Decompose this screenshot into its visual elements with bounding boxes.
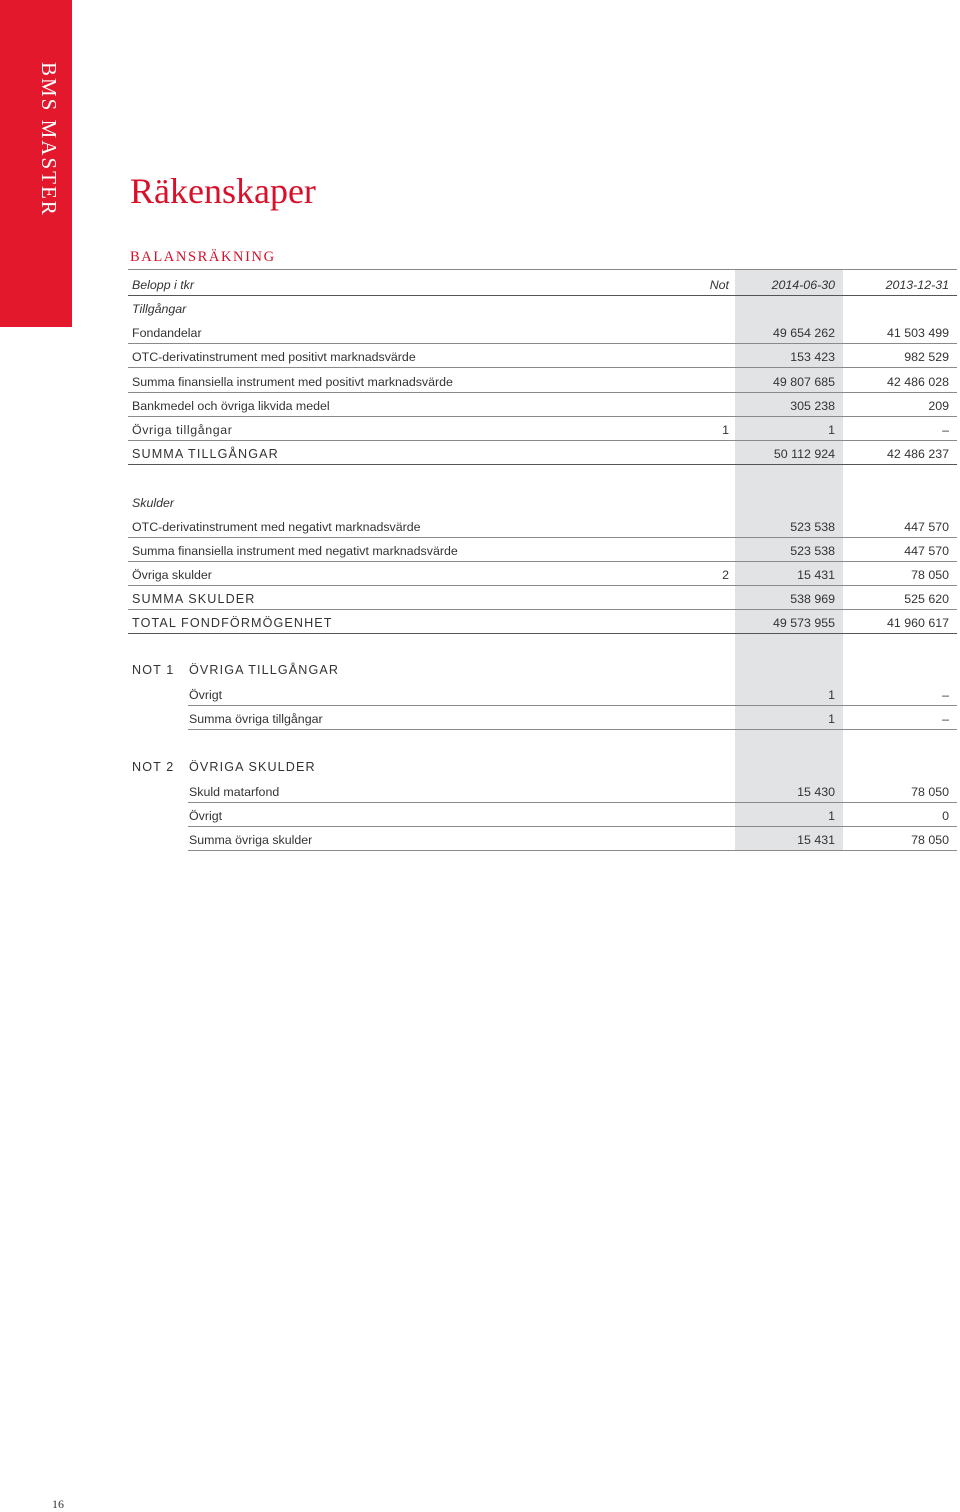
note-2-title-row [188, 753, 957, 777]
note-1-title: ÖVRIGA TILLGÅNGAR [189, 663, 340, 677]
fund-equity-total-label: TOTAL FONDFÖRMÖGENHET [132, 616, 333, 630]
row-label: Bankmedel och övriga likvida medel [132, 399, 330, 413]
row-value-current: 49 807 685 [772, 375, 835, 389]
assets-total-row [128, 440, 957, 465]
note-row-value-previous: – [942, 712, 949, 726]
row-value-current: 153 423 [790, 350, 835, 364]
header-not: Not [709, 278, 729, 292]
table-row [128, 319, 957, 344]
page-number: 16 [52, 1497, 64, 1511]
note-row-value-previous: 78 050 [911, 833, 949, 847]
row-not: 2 [722, 568, 729, 582]
note-1-number: NOT 1 [132, 663, 175, 677]
note-row-value-previous: 78 050 [911, 785, 949, 799]
row-value-current: 523 538 [790, 544, 835, 558]
note-row [188, 778, 957, 803]
row-value-previous: 41 503 499 [886, 326, 949, 340]
row-label: Fondandelar [132, 326, 202, 340]
liabilities-heading: Skulder [132, 496, 175, 510]
note-row-label: Summa övriga skulder [189, 833, 313, 847]
note-row-label: Övrigt [189, 688, 223, 702]
table-row [128, 392, 957, 417]
liabilities-total-row [128, 585, 957, 610]
note-row [188, 705, 957, 730]
assets-heading-row [128, 295, 957, 319]
assets-total-current: 50 112 924 [773, 447, 835, 461]
row-value-current: 1 [828, 423, 835, 437]
note-row-value-current: 15 430 [797, 785, 835, 799]
note-row-label: Skuld matarfond [189, 785, 280, 799]
note-row-value-current: 1 [828, 712, 835, 726]
table-row [128, 368, 957, 393]
assets-total-previous: 42 486 237 [886, 447, 949, 461]
fund-equity-total-row [128, 609, 957, 634]
fund-equity-total-previous: 41 960 617 [886, 616, 949, 630]
note-row [188, 826, 957, 851]
note-2-title: ÖVRIGA SKULDER [189, 760, 316, 774]
row-label: Övriga skulder [132, 568, 212, 582]
note-1-title-row [188, 656, 957, 680]
section-title-balance: BALANSRÄKNING [130, 249, 276, 265]
liabilities-total-previous: 525 620 [904, 592, 949, 606]
liabilities-total-current: 538 969 [790, 592, 835, 606]
table-row [128, 416, 957, 441]
note-row-label: Summa övriga tillgångar [189, 712, 323, 726]
row-label: OTC-derivatinstrument med positivt marknadsvärde [132, 350, 416, 364]
header-col-current: 2014-06-30 [771, 278, 835, 292]
fund-equity-total-current: 49 573 955 [772, 616, 835, 630]
row-value-previous: 447 570 [904, 520, 949, 534]
note-row [188, 802, 957, 827]
note-row-value-previous: – [942, 688, 949, 702]
row-label: Summa finansiella instrument med positivt marknadsvärde [132, 375, 453, 389]
row-label: Övriga tillgångar [132, 423, 233, 437]
row-label: OTC-derivatinstrument med negativt marknadsvärde [132, 520, 421, 534]
brand-label: BMS MASTER [37, 62, 61, 217]
row-not: 1 [722, 423, 729, 437]
row-value-previous: 42 486 028 [886, 375, 949, 389]
note-row-label: Övrigt [189, 809, 223, 823]
row-value-current: 305 238 [790, 399, 835, 413]
assets-heading: Tillgångar [132, 302, 187, 316]
page-title: Räkenskaper [130, 171, 316, 211]
row-value-previous: 982 529 [904, 350, 949, 364]
note-row [188, 681, 957, 706]
note-row-value-current: 15 431 [797, 833, 835, 847]
assets-total-label: SUMMA TILLGÅNGAR [132, 447, 279, 461]
table-row [128, 343, 957, 368]
row-label: Summa finansiella instrument med negativt marknadsvärde [132, 544, 458, 558]
table-row [128, 561, 957, 586]
row-value-previous: 78 050 [911, 568, 949, 582]
row-value-current: 523 538 [790, 520, 835, 534]
liabilities-heading-row [128, 489, 957, 513]
header-top-rule [128, 269, 957, 270]
row-value-current: 49 654 262 [772, 326, 835, 340]
header-col-previous: 2013-12-31 [885, 278, 949, 292]
row-value-previous: – [942, 423, 949, 437]
liabilities-total-label: SUMMA SKULDER [132, 592, 256, 606]
row-value-current: 15 431 [797, 568, 835, 582]
row-value-previous: 447 570 [904, 544, 949, 558]
row-value-previous: 209 [928, 399, 949, 413]
table-row [128, 513, 957, 538]
table-row [128, 537, 957, 562]
note-row-value-previous: 0 [942, 809, 949, 823]
note-row-value-current: 1 [828, 688, 835, 702]
header-amount-label: Belopp i tkr [132, 278, 194, 292]
note-row-value-current: 1 [828, 809, 835, 823]
table-header-row [128, 271, 957, 296]
brand-side-tab [0, 0, 72, 327]
note-2-number: NOT 2 [132, 760, 175, 774]
